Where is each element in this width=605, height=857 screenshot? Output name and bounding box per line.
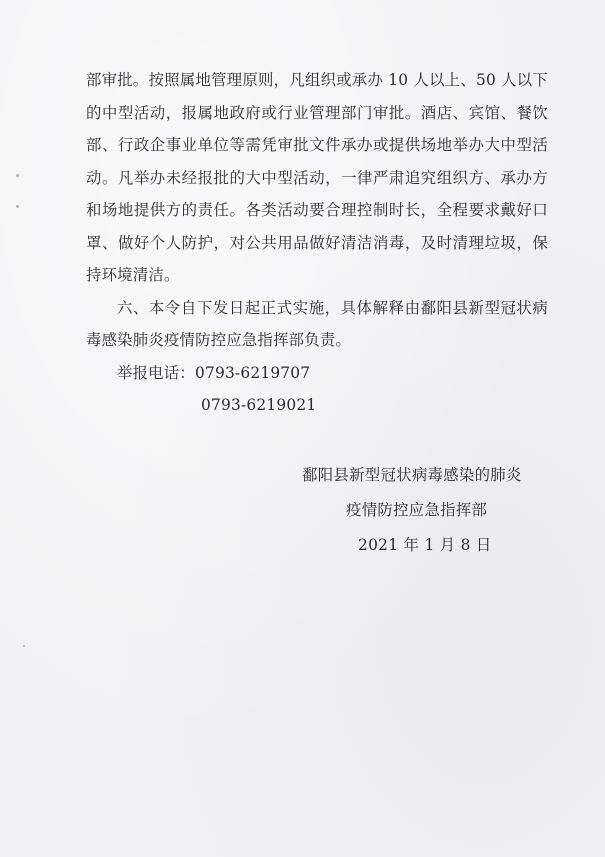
report-row-2 [86, 389, 548, 422]
report-label: 举报电话： [117, 363, 195, 382]
signature-org-line-2: 疫情防控应急指挥部 [346, 501, 488, 519]
report-phone-1: 0793-6219707 [194, 363, 311, 382]
paragraph-six: 六、本令自下发日起正式实施，具体解释由鄱阳县新型冠状病毒感染肺炎疫情防控应急指挥部负责。 [86, 298, 548, 349]
signature-date: 2021 年 1 月 8 日 [358, 536, 492, 554]
scan-speck [23, 645, 25, 647]
scan-speck [16, 174, 19, 177]
report-phone-2: 0793-6219021 [201, 396, 317, 414]
signature-org-line-1: 鄱阳县新型冠状病毒感染的肺炎 [302, 466, 522, 484]
scan-speck [16, 205, 19, 208]
signature-block [300, 458, 550, 563]
document-body [86, 64, 548, 422]
report-row-1 [86, 357, 548, 390]
report-phones [86, 357, 548, 422]
paragraph-continued: 部审批。按照属地管理原则，凡组织或承办 10 人以上、50 人以下的中型活动，报属地政府或行业管理部门审批。酒店、宾馆、餐饮部、行政企事业单位等需凭审批文件承办或提供场地举办大中型活动。凡举办未经报批的大中型活动，一律严肃追究组织方、承办方和场地提供方的责任。各类活动要合理控制时长，全程要求戴好口罩、做好个人防护，对公共用品做好清洁消毒，及时清理垃圾，保持环境清洁。 [86, 71, 548, 284]
